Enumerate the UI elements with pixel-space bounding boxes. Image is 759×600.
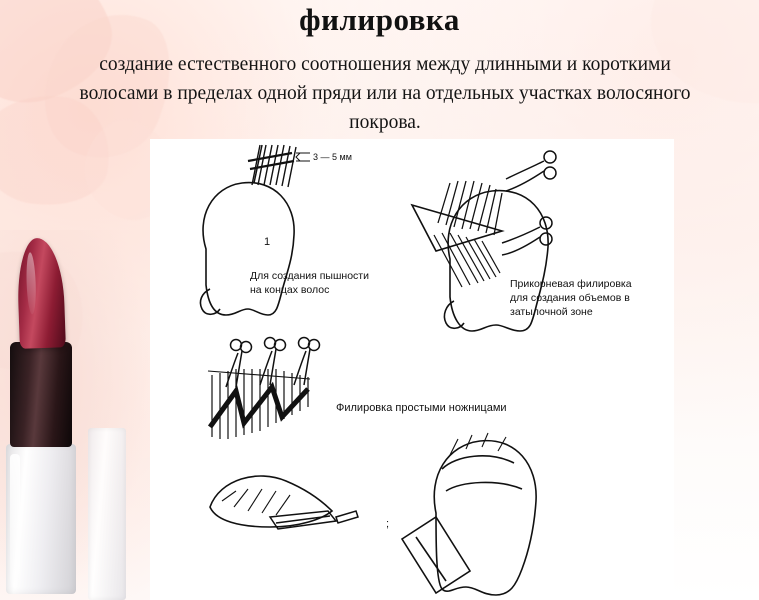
figure-panel [150, 139, 674, 600]
caption-middle: Филировка простыми ножницами [336, 402, 507, 414]
lipstick-base [6, 444, 76, 594]
lipstick-photo [0, 230, 150, 600]
page-title: филировка [299, 2, 460, 37]
caption-top-right-line2: для создания объемов в [510, 292, 630, 304]
haircut-diagram [150, 139, 674, 600]
caption-top-right-line1: Прикорневая филировка [510, 278, 632, 290]
lipstick-cap [88, 428, 126, 600]
caption-top-left-line2: на концах волос [250, 284, 330, 296]
measure-label: 3 — 5 мм [313, 152, 352, 162]
lipstick-collar [10, 342, 72, 447]
caption-top-left-line1: Для создания пышности [250, 270, 369, 282]
caption-bottom-dots: ; [386, 518, 390, 530]
caption-top-right-line3: затылочной зоне [510, 306, 593, 318]
figure-number-label: 1 [264, 236, 271, 248]
slide-subtitle: создание естественного соотношения между длинными и короткими волосами в пределах одной пряди или на отдельных участках волосяного покрова. [79, 54, 691, 133]
